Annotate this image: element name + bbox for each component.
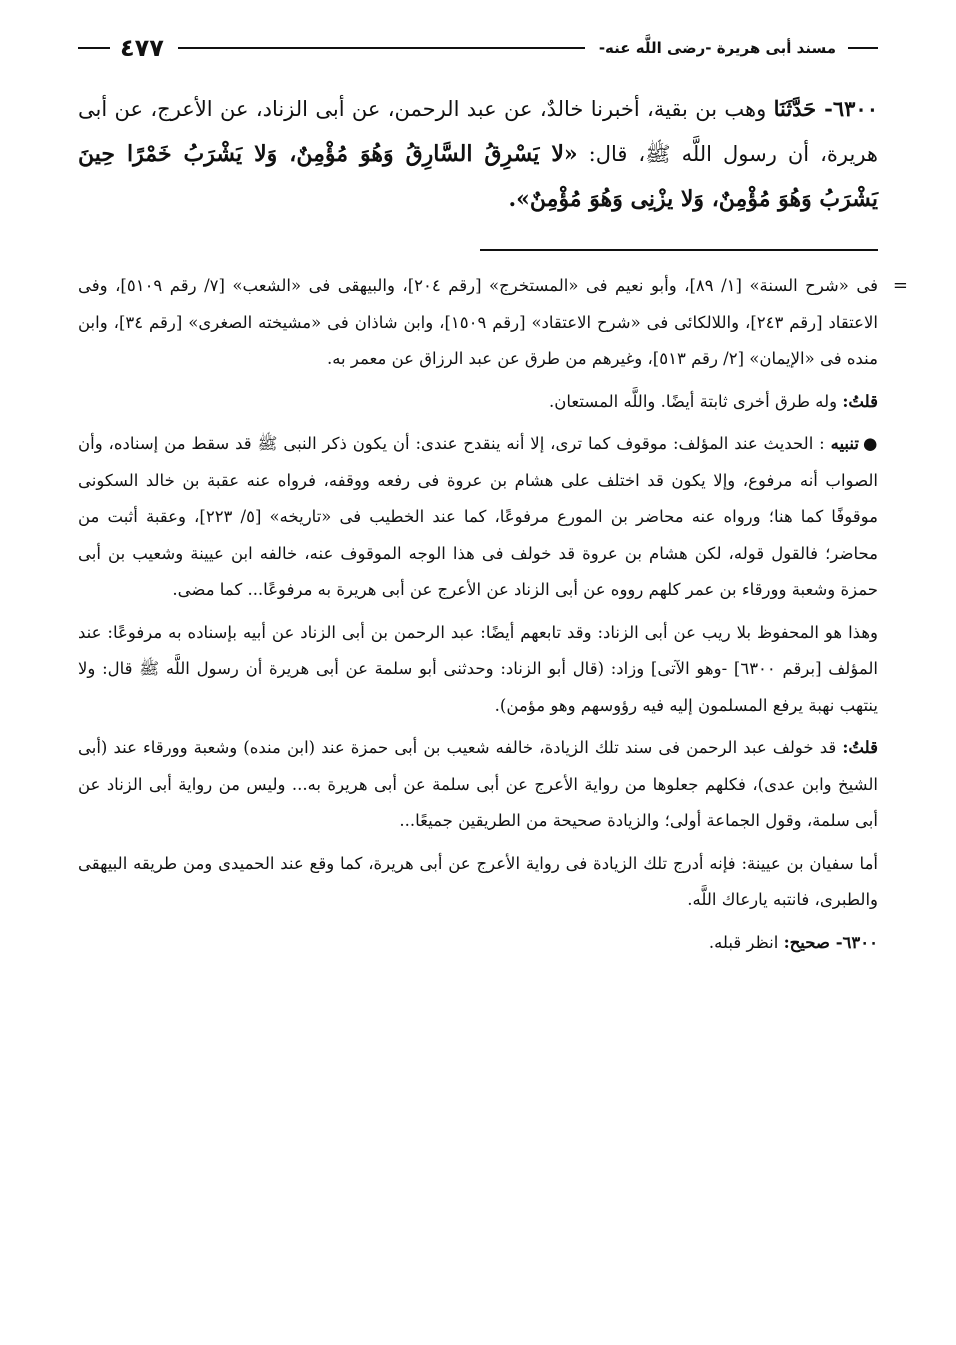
hadith-text: ٦٣٠٠- حَدَّثَنَا وهب بن بقية، أخبرنا خالدٌ، عن عبد الرحمن، عن أبى الزناد، عن الأعرج، عن أبى هريرة، أن رسول اللَّه ﷺ، قال: «لا يَسْرِقُ السَّارِقُ وَهُوَ مُؤْمِنٌ، وَلا يَشْرَبُ خَمْرًا حِينَ يَشْرَبُ وَهُوَ مُؤْمِنٌ، وَلا يزْنِى وَهُوَ مُؤْمِنٌ».	[78, 96, 878, 212]
hadith-number: ٦٣٠٠	[832, 96, 878, 121]
running-head	[78, 30, 878, 66]
footnotes	[78, 268, 908, 967]
continuation-mark: =	[892, 275, 908, 296]
footnote-text-7: انظر قبله.	[708, 932, 779, 952]
footnote-paragraph-6	[78, 846, 878, 919]
page	[78, 0, 908, 1345]
footnote-paragraph-4	[78, 615, 878, 725]
header-dash-right	[848, 47, 878, 49]
bullet-icon: ●	[862, 434, 879, 453]
header-dash-left	[78, 47, 110, 49]
footnote-text-4: وهذا هو المحفوظ بلا ريب عن أبى الزناد: وقد تابعهم أيضًا: عبد الرحمن بن أبى الزناد عن أبيه بإسناده به مرفوعًا: عند المؤلف [برقم ٦٣٠٠] -وهو الآتى] وزاد: (قال أبو الزناد: وحدثنى أبو سلمة عن أبى هريرة أن رسول اللَّه ﷺ قال: ولا ينتهب نهبة يرفع المسلمون إليه فيه رؤوسهم وهو مؤمن).	[78, 622, 879, 715]
hadith-isnad: وهب بن بقية، أخبرنا خالدٌ، عن عبد الرحمن، عن أبى الزناد، عن الأعرج، عن أبى هريرة، أن رسول اللَّه ﷺ، قال:	[78, 97, 878, 166]
footnote-separator	[480, 249, 878, 251]
running-title: مسند أبى هريرة -رضى اللَّه عنه-	[598, 39, 836, 57]
footnote-text-3: : الحديث عند المؤلف: موقوف كما ترى، إلا أنه ينقدح عندى: أن يكون ذكر النبى ﷺ قد سقط من إسناده، وأن الصواب أنه مرفوع، وإلا يكون قد اختلف على هشام بن عروة فى رفعه ووقفه، فرواه عنه عقبة بن خالد السكونى موقوفًا كما هنا؛ ورواه عنه محاضر بن المورع مرفوعًا، كما عند الخطيب فى «تاريخه» [٥/ ٢٢٣]، وعقبة أثبت من محاضر؛ فالقول قوله، لكن هشام بن عروة قد خولف فى هذا الوجه الموقوف عنه، خالفه ابن عيينة وشعيب بن أبى حمزة وشعبة وورقاء بن عمر كلهم رووه عن أبى الزناد عن الأعرج عن أبى هريرة به مرفوعًا... كما مضى.	[78, 434, 878, 599]
footnote-paragraph-3	[78, 426, 878, 609]
footnote-text-5: قد خولف عبد الرحمن فى سند تلك الزيادة، خالفه شعيب بن أبى حمزة عند (ابن منده) وشعبة وورقاء عند (أبى الشيخ وابن عدى)، فكلهم جعلوها من رواية الأعرج عن أبى سلمة عن أبى هريرة به... وليس من رواية أبى الزناد عن أبى سلمة، وقول الجماعة أولى؛ والزيادة صحيحة من الطريقين جميعًا...	[78, 738, 878, 830]
tanbih-label: تنبيه	[830, 434, 859, 453]
footnote-text-6: أما سفيان بن عيينة: فإنه أدرج تلك الزيادة فى رواية الأعرج عن أبى هريرة، كما وقع عند الحميدى ومن طريقه البيهقى والطبرى، فانتبه يارعاك اللَّه.	[78, 853, 878, 909]
hadith-haddathana: حَدَّثَنَا	[773, 96, 817, 121]
grading-label: ٦٣٠٠- صحيح:	[783, 932, 878, 952]
header-rule	[178, 47, 585, 49]
footnote-paragraph-2	[78, 384, 878, 421]
qultu-label-2: قلتُ:	[842, 738, 878, 757]
page-number: ٤٧٧	[120, 34, 164, 62]
footnote-text-2: وله طرق أخرى ثابتة أيضًا. واللَّه المستعان.	[549, 391, 838, 411]
footnote-paragraph-1	[78, 268, 908, 378]
footnote-paragraph-5	[78, 730, 878, 840]
qultu-label: قلتُ:	[842, 391, 878, 411]
footnote-text-1: فى «شرح السنة» [١/ ٨٩]، وأبو نعيم فى «المستخرج» [رقم ٢٠٤]، والبيهقى فى «الشعب» [٧/ رقم ٥١٠٩]، وفى الاعتقاد [رقم ٢٤٣]، واللالكائى فى «شرح الاعتقاد» [رقم ١٥٠٩]، وابن شاذان فى «مشيخته الصغرى» [رقم ٣٤]، وابن منده فى «الإيمان» [٢/ رقم ٥١٣]، وغيرهم من طرق عن عبد الرزاق عن معمر به.	[78, 276, 878, 368]
footnote-paragraph-7	[78, 925, 878, 962]
hadith-matn: «لا يَسْرِقُ السَّارِقُ وَهُوَ مُؤْمِنٌ، وَلا يَشْرَبُ خَمْرًا حِينَ يَشْرَبُ وَهُوَ مُؤْمِنٌ، وَلا يزْنِى وَهُوَ مُؤْمِنٌ».	[78, 141, 878, 212]
